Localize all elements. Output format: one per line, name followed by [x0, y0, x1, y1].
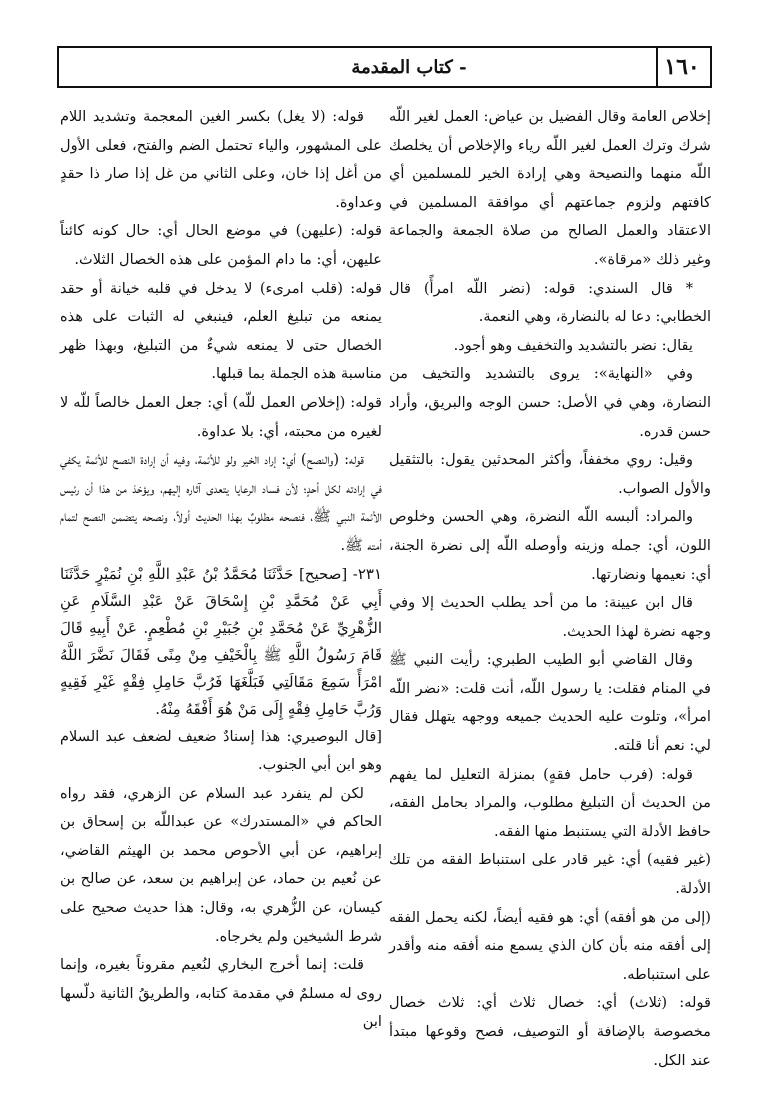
paragraph: قوله: (قلب امرىء) لا يدخل في قلبه خيانة أو حقد يمنعه من تبليغ العلم، فينبغي له الثبات على هذه الخصال حتى لا يمنعه شيءٌ من التبليغ، وبهذا ظهر مناسبة هذه الجملة بما قبلها. [60, 279, 382, 383]
paragraph: (غير فقيه) أي: غير قادر على استنباط الفقه من تلك الأدلة. [389, 851, 711, 898]
page-header [57, 46, 712, 88]
paragraph: قوله: (إخلاص العمل للّه) أي: جعل العمل خالصاً للّه لا لغيره من محبته، أي: بلا عداوة. [60, 393, 382, 440]
paragraph: (إلى من هو أفقه) أي: هو فقيه أيضاً، لكنه يحمل الفقه إلى أفقه منه بأن كان الذي يسمع منه أفقه منه وأقدر على استنباطه. [389, 908, 711, 983]
paragraph: [قال البوصيري: هذا إسنادٌ ضعيف لضعف عبد السلام وهو ابن أبي الجنوب. [60, 727, 382, 774]
paragraph: لكن لم ينفرد عبد السلام عن الزهري، فقد رواه الحاكم في «المستدرك» عن عبداللّه بن إسحاق بن إبراهيم، عن أبي الأحوص محمد بن الهيثم القاضي، عن نُعيم بن حماد، عن إبراهيم بن سعد، عن صالح بن كيسان، عن الزُّهري به، وقال: هذا حديث صحيح على شرط الشيخين ولم يخرجاه. [60, 784, 382, 945]
paragraph: يقال: نضر بالتشديد والتخفيف وهو أجود. [453, 336, 693, 354]
paragraph: قوله: (لا يغل) بكسر الغين المعجمة وتشديد اللام على المشهور، والياء تحتمل الضم والفتح، فعلى الأول من أغل إذا خان، وعلى الثاني من غل إذا صار ذا حقدٍ وعداوة. [60, 108, 382, 211]
running-title: - كتاب المقدمة [351, 56, 467, 78]
page-number: ١٦٠ [664, 54, 700, 80]
paragraph: وقيل: روي مخففاً، وأكثر المحدثين يقول: بالتثقيل والأول الصواب. [389, 451, 711, 497]
paragraph: قال ابن عيينة: ما من أحد يطلب الحديث إلا وفي وجهه نضرة لهذا الحديث. [389, 594, 711, 640]
right-column [389, 103, 711, 1075]
paragraph: قوله: (عليهن) في موضع الحال أي: حال كونه كائناً عليهن، أي: ما دام المؤمن على هذه الخصال الثلاث. [60, 222, 382, 268]
paragraph: وقال القاضي أبو الطيب الطبري: رأيت النبي ﷺ في المنام فقلت: يا رسول اللّه، أنت قلت: «نضر اللّه امرأ»، وتلوت عليه الحديث جميعه ووجهه يتهلل فقال لي: نعم أنا قلته. [389, 651, 711, 755]
paragraph: والمراد: ألبسه اللّه النضرة، وهي الحسن وخلوص اللون، أي: جمله وزينه وأوصله اللّه إلى نضرة الجنة، أي: نعيمها ونضارتها. [389, 508, 711, 583]
paragraph: * قال السندي: قوله: (نضر اللّه امرأً) قال الخطابي: دعا له بالنضارة، وهي النعمة. [389, 279, 711, 326]
paragraph: إخلاص العامة وقال الفضيل بن عياض: العمل لغير اللّه شرك وترك العمل لغير اللّه رياء والإخلاص أن يخلصك اللّه منهما والنصيحة وهي إرادة الخير للمسلمين أي كافتهم ولزوم جماعتهم أي موافقة المسلمين في الاعتقاد والعمل الصالح من صلاة الجمعة والجماعة وغير ذلك «مرقاة». [389, 108, 711, 268]
left-column [60, 103, 382, 1037]
paragraph: قوله: (والنصح) أي: إراد الخير ولو للأئمة، وفيه أن إرادة النصح للأئمة يكفي في إرادته لكل أحدٍ؛ لأن فساد الرعايا يتعدى آثاره إليهم، ويؤخذ من هذا أن رئيس الأئمة النبي ﷺ، فنصحه مطلوبٌ بهذا الحديث أولاً، ونصحه يتضمن النصح لتمام أمته ﷺ. [60, 451, 382, 554]
paragraph: قلت: إنما أخرج البخاري لنُعيم مقروناً بغيره، وإنما روى له مسلمٌ في مقدمة كتابه، والطريقُ الثانية دلّسها ابن [60, 956, 382, 1031]
hadith-text: ٢٣١- [صحيح] حَدَّثَنَا مُحَمَّدُ بْنُ عَبْدِ اللَّهِ بْنِ نُمَيْرٍ حَدَّثَنَا أَبِي عَنْ مُحَمَّدِ بْنِ إِسْحَاقَ عَنْ عَبْدِ السَّلَامِ عَنِ الزُّهْرِيِّ عَنْ مُحَمَّدِ بْنِ جُبَيْرِ بْنِ مُطْعِمٍ. عَنْ أَبِيهِ قَالَ قَامَ رَسُولُ اللَّهِ ﷺ بِالْخَيْفِ مِنْ مِنًى فَقَالَ نَضَّرَ اللَّهُ امْرَأً سَمِعَ مَقَالَتِي فَبَلَّغَهَا فَرُبَّ حَامِلِ فِقْهٍ غَيْرِ فَقِيهٍ وَرُبَّ حَامِلِ فِقْهٍ إِلَى مَنْ هُوَ أَفْقَهُ مِنْهُ. [60, 564, 382, 718]
paragraph: قوله: (فرب حامل فقهٍ) بمنزلة التعليل لما يفهم من الحديث أن التبليغ مطلوب، والمراد بحامل الفقه، حافظ الأدلة التي يستنبط منها الفقه. [389, 765, 711, 840]
paragraph: وفي «النهاية»: يروى بالتشديد والتخيف من النضارة، وهي في الأصل: حسن الوجه والبريق، وأراد حسن قدره. [389, 365, 711, 440]
paragraph: قوله: (ثلاث) أي: خصال ثلاث أي: ثلاث خصال مخصوصة بالإضافة أو التوصيف، فصح وقوعها مبتدأ عند الكل. [389, 994, 711, 1069]
